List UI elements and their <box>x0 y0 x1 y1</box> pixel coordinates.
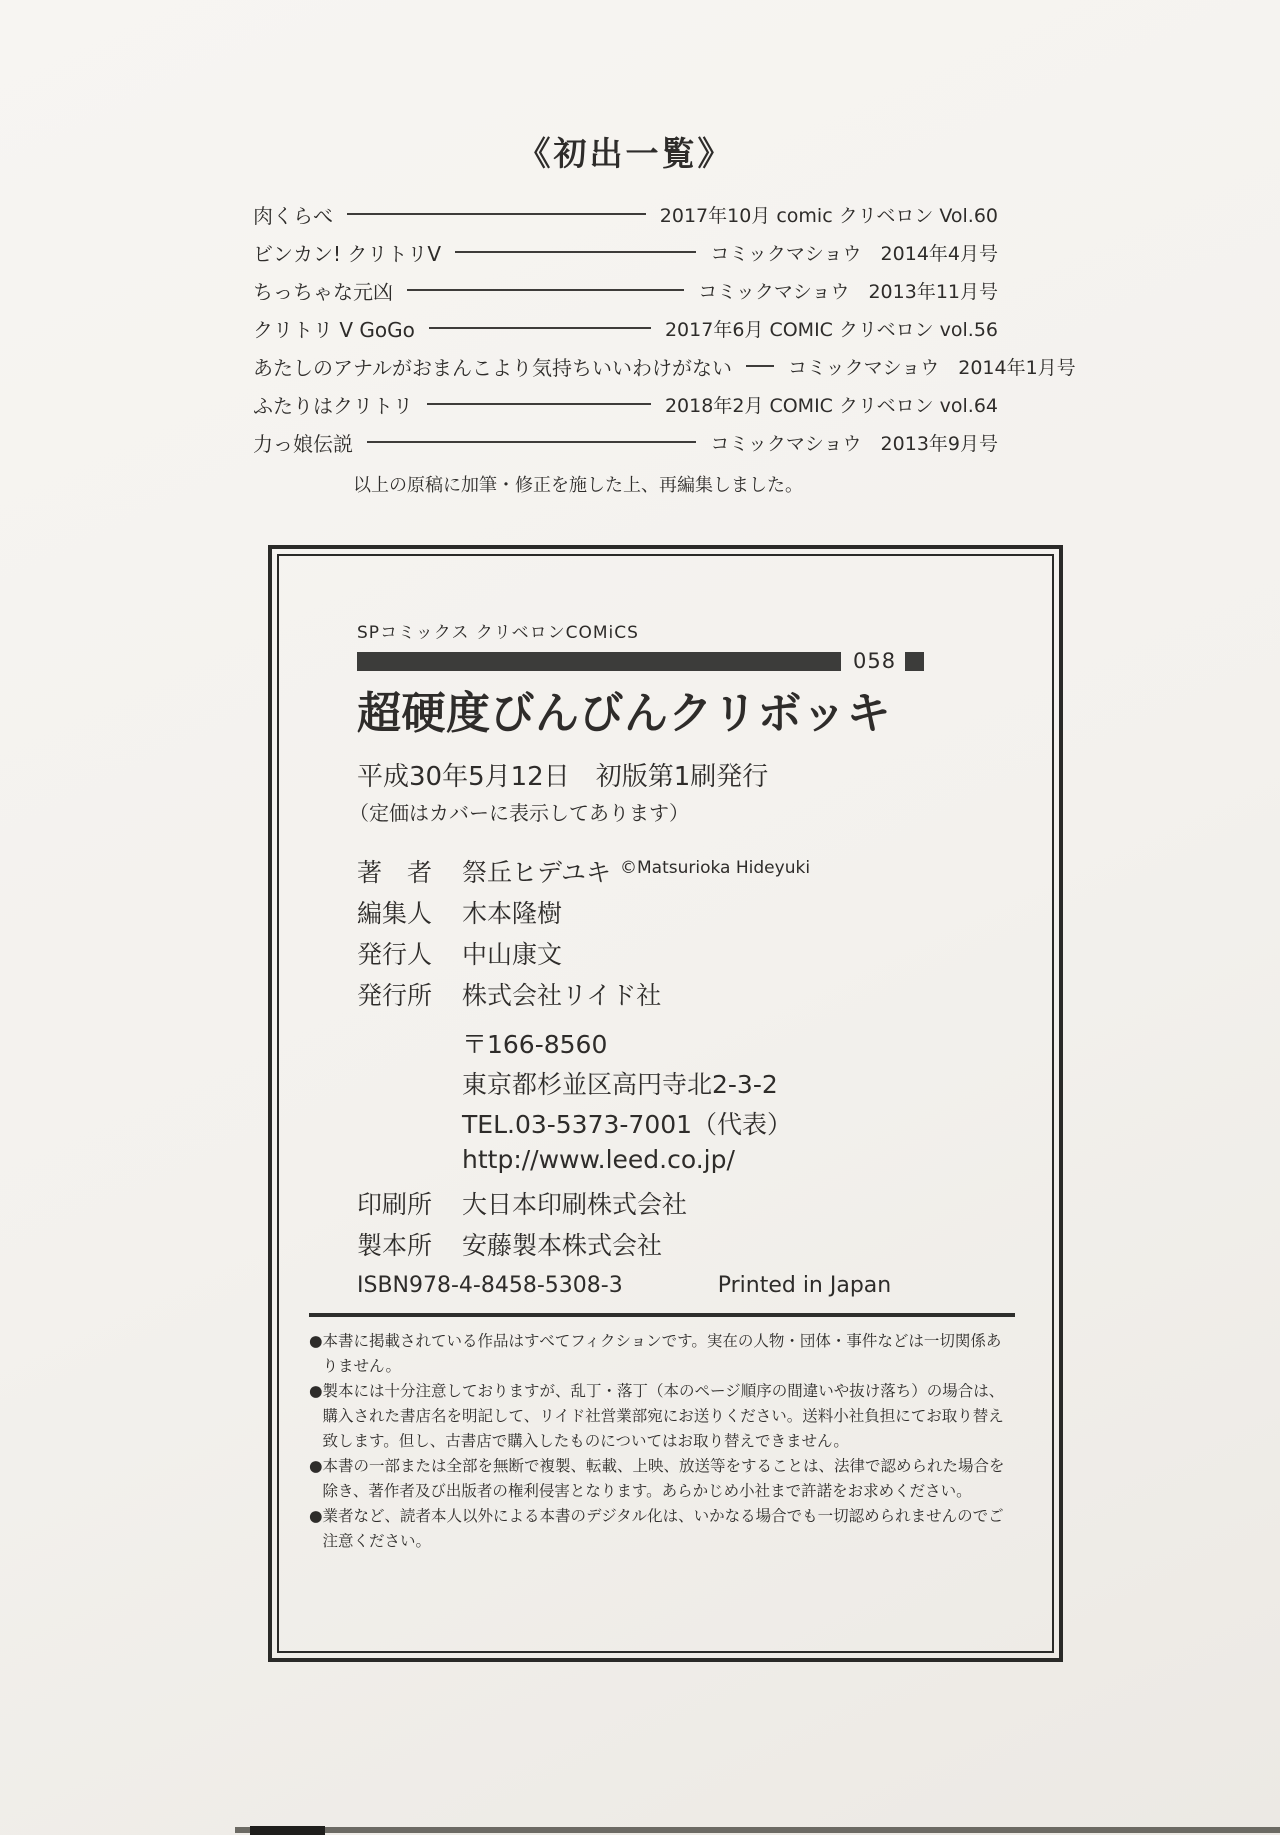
credit-name: 安藤製本株式会社 <box>462 1230 663 1260</box>
notice-item <box>309 1379 1015 1454</box>
first-publication-list <box>253 128 1076 497</box>
work-row <box>253 393 998 418</box>
colophon-box <box>268 545 1063 1662</box>
street-address: 東京都杉並区高円寺北2-3-2 <box>462 1069 778 1099</box>
work-source: 2018年2月 COMIC クリベロン vol.64 <box>664 394 998 417</box>
production-row-printer <box>357 1185 1052 1226</box>
leader-line <box>347 213 646 215</box>
production-block <box>357 1185 1052 1267</box>
copyright-credit: ©Matsurioka Hideyuki <box>620 857 811 878</box>
series-label: SPコミックス クリベロンCOMiCS <box>357 623 639 643</box>
bullet-icon: ● <box>309 1331 323 1350</box>
work-source: 2017年6月 COMIC クリベロン vol.56 <box>664 318 998 341</box>
credit-name: 株式会社リイド社 <box>462 980 662 1010</box>
work-title: ビンカン! クリトリV <box>253 241 442 266</box>
reedit-note: 以上の原稿に加筆・修正を施した上、再編集しました。 <box>353 475 803 496</box>
work-source: コミックマショウ 2013年11月号 <box>698 280 998 303</box>
notice-text: 製本には十分注意しておりますが、乱丁・落丁（本のページ順序の間違いや抜け落ち）の場合は、購入された書店名を明記して、リイド社営業部宛にお送りください。送料小社負担にてお取り替え致します。但し、古書店で購入したものについてはお取り替えできません。 <box>322 1381 1005 1450</box>
printed-in-japan: Printed in Japan <box>717 1272 892 1298</box>
work-row <box>253 279 998 304</box>
credit-role: 製本所 <box>357 1230 433 1260</box>
website-url: http://www.leed.co.jp/ <box>462 1144 735 1174</box>
credit-name: 大日本印刷株式会社 <box>462 1189 688 1219</box>
credit-role: 著 者 <box>357 857 433 887</box>
notice-item <box>309 1329 1015 1379</box>
price-note: （定価はカバーに表示してあります） <box>349 800 689 825</box>
work-title: ちっちゃな元凶 <box>253 279 393 304</box>
notice-text: 本書の一部または全部を無断で複製、転載、上映、放送等をすることは、法律で認められた場合を除き、著作者及び出版者の権利侵害となります。あらかじめ小社まで許諾をお求めください。 <box>322 1456 1005 1500</box>
work-title: クリトリ V GoGo <box>253 317 415 342</box>
notice-item <box>309 1454 1015 1504</box>
leader-line <box>746 365 774 367</box>
series-number-square <box>905 652 924 671</box>
notice-text: 業者など、読者本人以外による本書のデジタル化は、いかなる場合でも一切認められませんのでご注意ください。 <box>322 1506 1004 1550</box>
notice-divider <box>309 1313 1015 1317</box>
production-row-binder <box>357 1226 1052 1267</box>
bullet-icon: ● <box>309 1456 323 1475</box>
series-number: 058 <box>853 649 897 673</box>
credit-name: 中山康文 <box>462 939 563 969</box>
address-block <box>462 1025 1052 1185</box>
notice-text: 本書に掲載されている作品はすべてフィクションです。実在の人物・団体・事件などは一切関係ありません。 <box>322 1331 1002 1375</box>
credits-block <box>357 853 1052 1017</box>
leader-line <box>455 251 696 253</box>
postal-code: 〒166-8560 <box>462 1029 608 1059</box>
work-row <box>253 355 1076 380</box>
work-row <box>253 241 998 266</box>
leader-line <box>429 327 651 329</box>
work-title: 肉くらべ <box>253 203 333 228</box>
credit-row-publisher-company <box>357 976 1052 1017</box>
work-title: あたしのアナルがおまんこより気持ちいいわけがない <box>253 355 732 380</box>
scan-edge-blob <box>250 1826 325 1835</box>
work-row <box>253 203 998 228</box>
phone-number: TEL.03-5373-7001（代表） <box>462 1109 793 1139</box>
leader-line <box>367 441 696 443</box>
scan-edge-shadow <box>235 1827 1280 1833</box>
credit-name: 祭丘ヒデユキ <box>462 857 612 887</box>
credit-name: 木本隆樹 <box>462 898 563 928</box>
isbn: ISBN978-4-8458-5308-3 <box>357 1272 623 1298</box>
work-title: 力っ娘伝説 <box>253 431 353 456</box>
work-source: 2017年10月 comic クリベロン Vol.60 <box>659 204 998 227</box>
bullet-icon: ● <box>309 1506 323 1525</box>
credit-row-editor <box>357 894 1052 935</box>
first-pub-header: 《初出一覧》 <box>517 134 734 173</box>
series-number-row <box>357 649 1052 673</box>
work-source: コミックマショウ 2013年9月号 <box>710 432 998 455</box>
leader-line <box>407 289 684 291</box>
credit-row-author <box>357 853 1052 894</box>
credit-role: 編集人 <box>357 898 433 928</box>
isbn-row <box>357 1271 1052 1300</box>
book-title: 超硬度びんびんクリボッキ <box>357 688 891 739</box>
bullet-icon: ● <box>309 1381 323 1400</box>
notice-item <box>309 1504 1015 1554</box>
leader-line <box>427 403 651 405</box>
credit-role: 発行所 <box>357 980 433 1010</box>
series-number-bar <box>357 652 841 671</box>
work-source: コミックマショウ 2014年4月号 <box>710 242 998 265</box>
work-row <box>253 317 998 342</box>
notices-block <box>309 1329 1015 1554</box>
colophon-inner-frame <box>277 554 1054 1653</box>
credit-role: 印刷所 <box>357 1189 433 1219</box>
work-title: ふたりはクリトリ <box>253 393 413 418</box>
work-row <box>253 431 998 456</box>
credit-row-publisher-person <box>357 935 1052 976</box>
edition-line: 平成30年5月12日 初版第1刷発行 <box>357 761 769 792</box>
credit-role: 発行人 <box>357 939 433 969</box>
work-source: コミックマショウ 2014年1月号 <box>788 356 1076 379</box>
